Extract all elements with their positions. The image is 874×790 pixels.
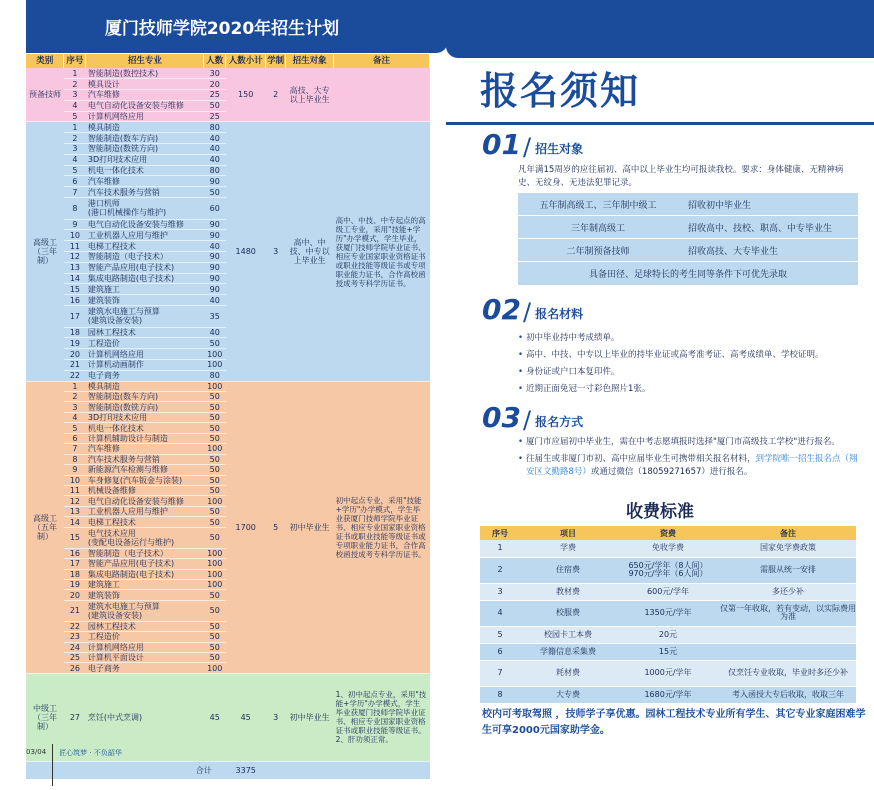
section-3-heading: 03 / 报名方式	[482, 401, 584, 434]
major-name: 模具制造	[86, 122, 204, 133]
target-cell: 高中、中技、中专以上毕业生	[286, 122, 334, 381]
divider	[52, 744, 53, 786]
major-name: 港口机师 (港口机械操作与维护)	[86, 198, 204, 220]
row-number: 1	[64, 381, 86, 391]
major-name: 智能产品应用(电子技术)	[86, 262, 204, 273]
subtotal-cell: 45	[226, 673, 266, 761]
quota-cell: 50	[204, 632, 226, 642]
row-number: 17	[64, 306, 86, 328]
major-name: 工业机器人应用与维护	[86, 230, 204, 241]
major-name: 计算机网络应用	[86, 642, 204, 652]
row-number: 26	[64, 663, 86, 673]
fee-header: 资费	[616, 526, 720, 540]
fee-amount: 600元/学年	[616, 583, 720, 600]
quota-cell: 80	[204, 122, 226, 133]
major-name: 模具设计	[86, 79, 204, 90]
quota-cell: 40	[204, 327, 226, 338]
major-name: 汽车维修	[86, 176, 204, 187]
fee-row	[480, 540, 856, 557]
row-number: 9	[64, 219, 86, 230]
major-name: 3D打印技术应用	[86, 154, 204, 165]
major-name: 计算机平面设计	[86, 653, 204, 663]
row-number: 1	[64, 68, 86, 79]
major-name: 汽车技术服务与营销	[86, 454, 204, 464]
fee-amount: 免收学费	[616, 540, 720, 557]
quota-cell: 40	[204, 154, 226, 165]
s2-list	[518, 330, 864, 398]
category-cell: 高级工（三年制）	[26, 122, 64, 381]
major-name: 电梯工程技术	[86, 517, 204, 527]
major-name: 电梯工程技术	[86, 241, 204, 252]
page-footer	[26, 748, 122, 786]
list-item: • 初中毕业持中考成绩单。	[518, 330, 864, 347]
row-number: 8	[64, 454, 86, 464]
target-type: 五年制高级工、三年制中级工	[539, 200, 657, 211]
right-title: 报名须知	[480, 69, 641, 113]
row-number: 10	[64, 230, 86, 241]
quota-cell: 100	[204, 663, 226, 673]
row-number: 14	[64, 273, 86, 284]
fee-header: 序号	[480, 526, 520, 540]
major-name: 建筑施工	[86, 284, 204, 295]
quota-cell: 50	[204, 475, 226, 485]
quota-cell: 40	[204, 144, 226, 155]
target-row	[518, 239, 858, 262]
quota-cell: 50	[204, 517, 226, 527]
target-row	[518, 216, 858, 239]
fee-item: 学费	[520, 540, 616, 557]
column-header: 序号	[64, 54, 86, 68]
fee-item: 大专费	[520, 686, 616, 703]
major-name: 工业机器人应用与维护	[86, 506, 204, 516]
quota-cell: 50	[204, 590, 226, 600]
major-name: 集成电路制造(电子技术)	[86, 569, 204, 579]
quota-cell: 100	[204, 360, 226, 371]
major-name: 建筑装饰	[86, 590, 204, 600]
section-title: 报名方式	[535, 415, 584, 429]
section-title: 报名材料	[535, 307, 584, 321]
row-number: 20	[64, 349, 86, 360]
row-number: 7	[64, 187, 86, 198]
column-header: 人数小计	[226, 54, 266, 68]
fee-row	[480, 600, 856, 626]
fee-note: 多还少补	[720, 583, 856, 600]
years-cell: 3	[266, 122, 286, 381]
fee-amount: 15元	[616, 643, 720, 660]
target-cell: 高技、大专以上毕业生	[286, 68, 334, 122]
section-number: 02	[482, 293, 521, 326]
row-number: 19	[64, 338, 86, 349]
major-name: 电气自动化设备安装与维修	[86, 496, 204, 506]
left-title: 厦门技师学院2020年招生计划	[104, 19, 340, 39]
row-number: 14	[64, 517, 86, 527]
row-number: 21	[64, 600, 86, 621]
fees-table	[480, 526, 856, 704]
note-cell	[334, 68, 430, 122]
quota-cell: 50	[204, 621, 226, 631]
list-item: • 厦门市应届初中毕业生，需在中考志愿填报时选择"厦门市高级技工学校"进行报名。	[518, 436, 864, 449]
quota-cell: 50	[204, 187, 226, 198]
quota-cell: 50	[204, 527, 226, 548]
title-rule	[446, 122, 874, 125]
row-number: 4	[64, 412, 86, 422]
row-number: 15	[64, 527, 86, 548]
table-row	[26, 68, 430, 79]
note-cell: 1、初中起点专业，采用"技能+学历"办学模式，学生毕业获厦门技师学院毕业证书、相应专业国家职业资格证书或职业技能等级证书。 2、肝功须正常。	[334, 673, 430, 761]
row-number: 17	[64, 559, 86, 569]
fee-header: 项目	[520, 526, 616, 540]
major-name: 汽车维修	[86, 444, 204, 454]
section-title: 招生对象	[535, 142, 584, 156]
quota-cell: 100	[204, 569, 226, 579]
section-number: 03	[482, 401, 521, 434]
quota-cell: 30	[204, 68, 226, 79]
row-number: 5	[64, 165, 86, 176]
fees-title: 收费标准	[626, 502, 694, 522]
quota-cell: 100	[204, 548, 226, 558]
row-number: 12	[64, 252, 86, 263]
quota-cell: 100	[204, 349, 226, 360]
column-header: 类别	[26, 54, 64, 68]
target-type: 三年制高级工	[570, 223, 625, 234]
quota-cell: 25	[204, 111, 226, 122]
quota-cell: 40	[204, 133, 226, 144]
major-name: 智能制造(数控技术)	[86, 68, 204, 79]
quota-cell: 50	[204, 423, 226, 433]
years-cell: 3	[266, 673, 286, 761]
row-number: 21	[64, 360, 86, 371]
major-name: 汽车维修	[86, 90, 204, 101]
quota-cell: 50	[204, 392, 226, 402]
major-name: 建筑装饰	[86, 295, 204, 306]
row-number: 24	[64, 642, 86, 652]
major-name: 计算机辅助设计与制造	[86, 433, 204, 443]
bottom-note: 校内可考取驾照 ，技师学子享优惠。园林工程技术专业所有学生、其它专业家庭困难学生可享2000元国家助学金。	[482, 709, 866, 736]
subtotal-cell: 1480	[226, 122, 266, 381]
row-number: 10	[64, 475, 86, 485]
major-name: 机械设备维修	[86, 485, 204, 495]
fee-note	[720, 626, 856, 643]
major-name: 集成电路制造(电子技术)	[86, 273, 204, 284]
quota-cell: 80	[204, 370, 226, 381]
major-name: 智能制造(数车方向)	[86, 392, 204, 402]
fee-row	[480, 583, 856, 600]
fee-row	[480, 660, 856, 686]
years-cell: 5	[266, 381, 286, 673]
row-number: 3	[64, 144, 86, 155]
row-number: 13	[64, 506, 86, 516]
major-name: 电气自动化设备安装与维修	[86, 100, 204, 111]
major-name: 车身修复(汽车钣金与涂装)	[86, 475, 204, 485]
quota-cell: 100	[204, 381, 226, 391]
row-number: 2	[64, 392, 86, 402]
subtotal-cell: 1700	[226, 381, 266, 673]
s1-text: 凡年满15周岁的应往届初、高中以上毕业生均可报读我校。要求：身体健康、无精神病史、无纹身、无违法犯罪记录。	[518, 165, 844, 188]
slogan: 匠心筑梦 · 不负韶华	[59, 749, 122, 757]
major-name: 烹饪(中式烹调)	[86, 673, 204, 761]
note-cell: 初中起点专业，采用"技能+学历"办学模式，学生毕业获厦门技师学院毕业证书、相应专业国家职业资格证书或职业技能等级证书或专项职业能力证书，合作高校函授成考专科学历证书。	[334, 381, 430, 673]
row-number: 11	[64, 485, 86, 495]
row-number: 2	[64, 79, 86, 90]
category-cell: 中级工（三年制）	[26, 673, 64, 761]
fee-amount: 20元	[616, 626, 720, 643]
major-name: 园林工程技术	[86, 621, 204, 631]
row-number: 3	[64, 90, 86, 101]
major-name: 智能制造（电子技术）	[86, 252, 204, 263]
quota-cell: 90	[204, 273, 226, 284]
quota-cell: 50	[204, 600, 226, 621]
fee-num: 6	[480, 643, 520, 660]
list-item: • 身份证或户口本复印件。	[518, 364, 864, 381]
major-name: 计算机网络应用	[86, 111, 204, 122]
row-number: 22	[64, 621, 86, 631]
fee-amount: 1680元/学年	[616, 686, 720, 703]
address-highlight: 到学院唯一招生报名点（翔安区文勤路8号）	[526, 454, 858, 477]
major-name: 电气自动化设备安装与维修	[86, 219, 204, 230]
fee-num: 4	[480, 600, 520, 626]
row-number: 5	[64, 423, 86, 433]
column-header: 招生专业	[86, 54, 204, 68]
row-number: 15	[64, 284, 86, 295]
fee-item: 学籍信息采集费	[520, 643, 616, 660]
s1-target-box	[518, 193, 858, 285]
fee-item: 校服费	[520, 600, 616, 626]
row-number: 1	[64, 122, 86, 133]
fee-num: 7	[480, 660, 520, 686]
row-number: 4	[64, 100, 86, 111]
quota-cell: 50	[204, 338, 226, 349]
quota-cell: 100	[204, 579, 226, 589]
row-number: 13	[64, 262, 86, 273]
fee-row	[480, 643, 856, 660]
row-number: 7	[64, 444, 86, 454]
fee-note: 国家免学费政策	[720, 540, 856, 557]
fee-num: 8	[480, 686, 520, 703]
section-1-heading: 01 / 招生对象	[482, 128, 584, 161]
years-cell: 2	[266, 68, 286, 122]
quota-cell: 90	[204, 219, 226, 230]
quota-cell: 50	[204, 402, 226, 412]
quota-cell: 90	[204, 262, 226, 273]
s3-list	[518, 436, 864, 479]
row-number: 6	[64, 176, 86, 187]
row-number: 25	[64, 653, 86, 663]
quota-cell: 40	[204, 241, 226, 252]
fee-amount: 650元/学年（8人间） 970元/学年（6人间）	[616, 557, 720, 583]
fee-note: 仅烹饪专业收取，毕业时多还少补	[720, 660, 856, 686]
row-number: 3	[64, 402, 86, 412]
text: 往届生或非厦门市初、高中应届毕业生可携带相关报名材料，	[526, 454, 756, 464]
quota-cell: 90	[204, 252, 226, 263]
major-name: 园林工程技术	[86, 327, 204, 338]
fee-note: 考入函授大专后收取，收取三年	[720, 686, 856, 703]
major-name: 机电一体化技术	[86, 423, 204, 433]
row-number: 4	[64, 154, 86, 165]
major-name: 工程造价	[86, 632, 204, 642]
total-value: 3375	[226, 761, 266, 779]
row-number: 18	[64, 569, 86, 579]
target-type: 二年制预备技师	[566, 246, 630, 257]
major-name: 电子商务	[86, 663, 204, 673]
fee-num: 5	[480, 626, 520, 643]
fee-note	[720, 643, 856, 660]
quota-cell: 90	[204, 176, 226, 187]
fee-row	[480, 626, 856, 643]
row-number: 16	[64, 295, 86, 306]
row-number: 9	[64, 465, 86, 475]
major-name: 建筑水电施工与预算 (建筑设备安装)	[86, 600, 204, 621]
quota-cell: 50	[204, 485, 226, 495]
quota-cell: 50	[204, 506, 226, 516]
fee-num: 1	[480, 540, 520, 557]
quota-cell: 45	[204, 673, 226, 761]
quota-cell: 50	[204, 433, 226, 443]
list-item	[518, 453, 864, 479]
fee-note: 需服从统一安排	[720, 557, 856, 583]
quota-cell: 60	[204, 198, 226, 220]
row-number: 19	[64, 579, 86, 589]
page-number: 03/04	[26, 748, 47, 756]
right-panel	[446, 0, 874, 790]
category-cell: 高级工（五年制）	[26, 381, 64, 673]
fee-row	[480, 557, 856, 583]
row-number: 27	[64, 673, 86, 761]
major-name: 汽车技术服务与营销	[86, 187, 204, 198]
fee-item: 校园卡工本费	[520, 626, 616, 643]
fee-row	[480, 686, 856, 703]
quota-cell: 100	[204, 444, 226, 454]
table-row	[26, 381, 430, 391]
fee-item: 住宿费	[520, 557, 616, 583]
target-source: 招收初中毕业生	[688, 200, 752, 211]
major-name: 智能制造（电子技术）	[86, 548, 204, 558]
quota-cell: 80	[204, 165, 226, 176]
row-number: 23	[64, 632, 86, 642]
major-name: 电子商务	[86, 370, 204, 381]
major-name: 建筑施工	[86, 579, 204, 589]
target-cell: 初中毕业生	[286, 673, 334, 761]
fee-header: 备注	[720, 526, 856, 540]
fee-note: 仅第一年收取，若有变动，以实际费用为准	[720, 600, 856, 626]
major-name: 智能产品应用(电子技术)	[86, 559, 204, 569]
fee-item: 教材费	[520, 583, 616, 600]
major-name: 计算机网络应用	[86, 349, 204, 360]
quota-cell: 100	[204, 559, 226, 569]
quota-cell: 50	[204, 100, 226, 111]
major-name: 3D打印技术应用	[86, 412, 204, 422]
major-name: 建筑水电施工与预算 (建筑设备安装)	[86, 306, 204, 328]
fee-num: 3	[480, 583, 520, 600]
row-number: 6	[64, 433, 86, 443]
major-name: 计算机动画制作	[86, 360, 204, 371]
text: 或通过微信（18059271657）进行报名。	[590, 467, 753, 477]
quota-cell: 25	[204, 90, 226, 101]
target-source: 招收高技、大专毕业生	[688, 246, 779, 257]
target-cell: 初中毕业生	[286, 381, 334, 673]
fee-amount: 1350元/学年	[616, 600, 720, 626]
row-number: 22	[64, 370, 86, 381]
major-name: 机电一体化技术	[86, 165, 204, 176]
major-name: 智能制造(数铣方向)	[86, 144, 204, 155]
major-name: 智能制造(数车方向)	[86, 133, 204, 144]
subtotal-cell: 150	[226, 68, 266, 122]
list-item: • 近期正面免冠一寸彩色照片1张。	[518, 381, 864, 398]
quota-cell: 20	[204, 79, 226, 90]
row-number: 16	[64, 548, 86, 558]
right-top-bar	[446, 0, 874, 58]
row-number: 11	[64, 241, 86, 252]
fee-amount: 1000元/学年	[616, 660, 720, 686]
enrollment-table	[26, 54, 430, 780]
table-row	[26, 122, 430, 133]
category-cell: 预备技师	[26, 68, 64, 122]
list-item: • 高中、中技、中专以上毕业的持毕业证或高考准考证、高考成绩单、学校证明。	[518, 347, 864, 364]
left-title-banner	[26, 0, 448, 53]
blank	[266, 761, 430, 779]
major-name: 工程造价	[86, 338, 204, 349]
target-source: 招收高中、技校、职高、中专毕业生	[688, 223, 833, 234]
column-header: 学制	[266, 54, 286, 68]
row-number: 12	[64, 496, 86, 506]
fee-num: 2	[480, 557, 520, 583]
total-label: 合计	[26, 761, 226, 779]
fee-item: 耗材费	[520, 660, 616, 686]
column-header: 人数	[204, 54, 226, 68]
quota-cell: 90	[204, 284, 226, 295]
major-name: 智能制造(数铣方向)	[86, 402, 204, 412]
quota-cell: 40	[204, 295, 226, 306]
row-number: 5	[64, 111, 86, 122]
column-header: 招生对象	[286, 54, 334, 68]
note-cell: 高中、中技、中专起点的高级工专业，采用"技能+学历"办学模式，学生毕业，获厦门技师学院毕业证书、相应专业国家职业资格证书或职业技能等级证书或专项职业能力证书，合作高校函授成考专科学历证书。	[334, 122, 430, 381]
major-name: 电气技术应用 (变配电设备运行与维护)	[86, 527, 204, 548]
quota-cell: 50	[204, 465, 226, 475]
target-foot: 具备田径、足球特长的考生同等条件下可优先录取	[588, 270, 787, 280]
quota-cell: 50	[204, 653, 226, 663]
row-number: 2	[64, 133, 86, 144]
major-name: 新能源汽车检测与维修	[86, 465, 204, 475]
row-number: 8	[64, 198, 86, 220]
column-header: 备注	[334, 54, 430, 68]
quota-cell: 90	[204, 230, 226, 241]
quota-cell: 50	[204, 642, 226, 652]
section-number: 01	[482, 128, 521, 161]
target-row	[518, 193, 858, 216]
row-number: 18	[64, 327, 86, 338]
quota-cell: 50	[204, 454, 226, 464]
quota-cell: 35	[204, 306, 226, 328]
major-name: 模具制造	[86, 381, 204, 391]
section-2-heading: 02 / 报名材料	[482, 293, 584, 326]
quota-cell: 100	[204, 496, 226, 506]
quota-cell: 50	[204, 412, 226, 422]
row-number: 20	[64, 590, 86, 600]
